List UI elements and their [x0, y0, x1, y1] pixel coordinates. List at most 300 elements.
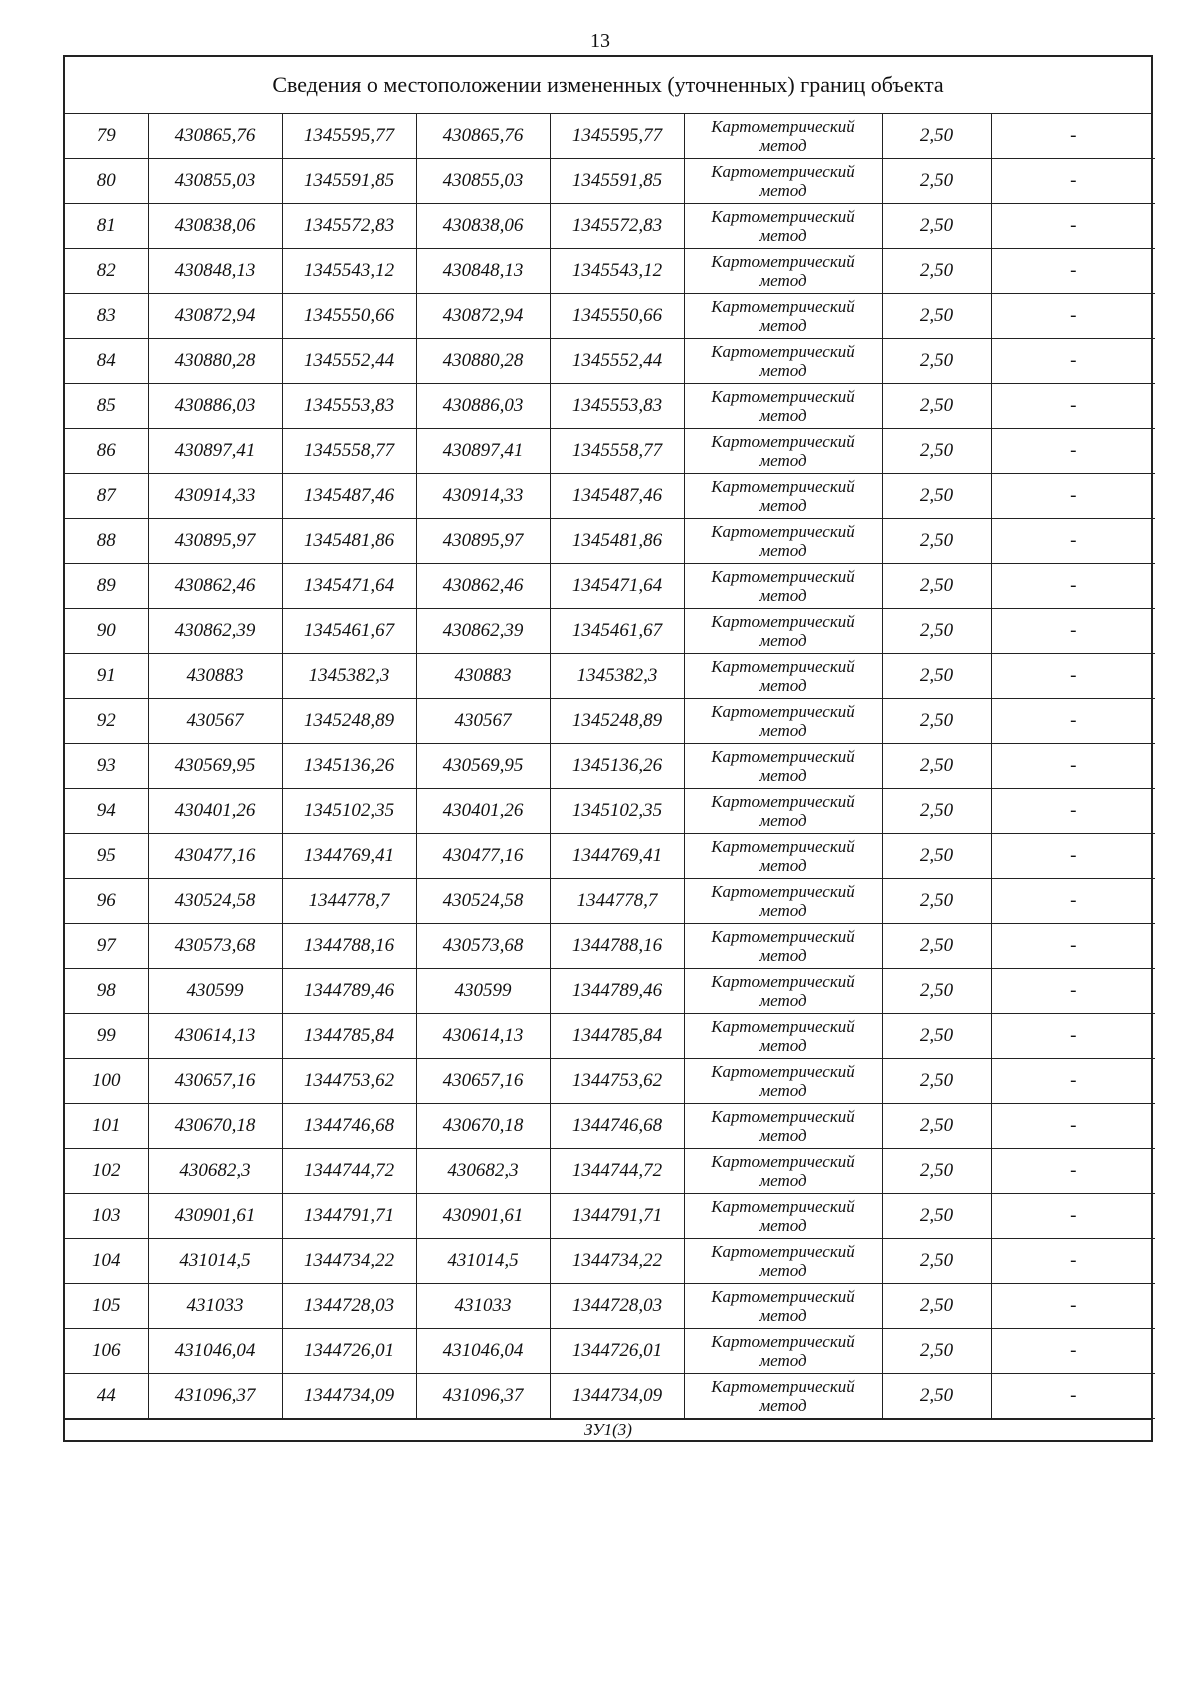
point-number-cell: 83: [65, 294, 148, 339]
existing-x-cell: 430682,3: [148, 1149, 282, 1194]
new-x-cell: 430599: [416, 969, 550, 1014]
new-y-cell: 1345248,89: [550, 699, 684, 744]
new-x-cell: 430838,06: [416, 204, 550, 249]
point-number-cell: 97: [65, 924, 148, 969]
new-x-cell: 431014,5: [416, 1239, 550, 1284]
existing-x-cell: 430862,46: [148, 564, 282, 609]
point-number-cell: 90: [65, 609, 148, 654]
table-row: [65, 429, 1155, 474]
table-row: [65, 699, 1155, 744]
accuracy-cell: 2,50: [882, 789, 991, 834]
existing-x-cell: 430848,13: [148, 249, 282, 294]
method-cell: [684, 879, 882, 924]
point-number-cell: 44: [65, 1374, 148, 1419]
accuracy-cell: 2,50: [882, 1374, 991, 1419]
point-number-cell: 106: [65, 1329, 148, 1374]
method-line-1: Картометрический: [711, 1017, 855, 1036]
point-number-cell: 105: [65, 1284, 148, 1329]
new-y-cell: 1345543,12: [550, 249, 684, 294]
new-y-cell: 1344778,7: [550, 879, 684, 924]
parcel-label: ЗУ1(3): [65, 1419, 1151, 1440]
method-line-1: Картометрический: [711, 297, 855, 316]
new-x-cell: 430401,26: [416, 789, 550, 834]
new-y-cell: 1345595,77: [550, 114, 684, 159]
table-row: [65, 969, 1155, 1014]
note-cell: -: [991, 384, 1155, 429]
note-cell: -: [991, 249, 1155, 294]
point-number-cell: 81: [65, 204, 148, 249]
method-cell: [684, 204, 882, 249]
boundary-coordinates-table: [65, 114, 1155, 1419]
point-number-cell: 88: [65, 519, 148, 564]
point-number-cell: 103: [65, 1194, 148, 1239]
note-cell: -: [991, 519, 1155, 564]
existing-x-cell: 430477,16: [148, 834, 282, 879]
method-line-2: метод: [759, 541, 807, 560]
existing-x-cell: 430567: [148, 699, 282, 744]
point-number-cell: 101: [65, 1104, 148, 1149]
method-cell: [684, 924, 882, 969]
method-line-2: метод: [759, 991, 807, 1010]
method-line-2: метод: [759, 1126, 807, 1145]
method-line-1: Картометрический: [711, 1377, 855, 1396]
new-y-cell: 1344734,22: [550, 1239, 684, 1284]
table-row: [65, 1239, 1155, 1284]
method-line-2: метод: [759, 361, 807, 380]
existing-y-cell: 1344778,7: [282, 879, 416, 924]
note-cell: -: [991, 1194, 1155, 1239]
method-line-1: Картометрический: [711, 1107, 855, 1126]
method-cell: [684, 1329, 882, 1374]
new-x-cell: 431046,04: [416, 1329, 550, 1374]
existing-x-cell: 430614,13: [148, 1014, 282, 1059]
method-cell: [684, 654, 882, 699]
existing-x-cell: 430897,41: [148, 429, 282, 474]
method-cell: [684, 519, 882, 564]
method-line-1: Картометрический: [711, 1197, 855, 1216]
existing-x-cell: 431014,5: [148, 1239, 282, 1284]
note-cell: -: [991, 1329, 1155, 1374]
method-line-2: метод: [759, 1351, 807, 1370]
note-cell: -: [991, 879, 1155, 924]
method-cell: [684, 1374, 882, 1419]
new-x-cell: 430895,97: [416, 519, 550, 564]
point-number-cell: 92: [65, 699, 148, 744]
note-cell: -: [991, 474, 1155, 519]
accuracy-cell: 2,50: [882, 429, 991, 474]
method-line-1: Картометрический: [711, 522, 855, 541]
method-cell: [684, 1104, 882, 1149]
new-y-cell: 1345487,46: [550, 474, 684, 519]
new-x-cell: 431096,37: [416, 1374, 550, 1419]
method-line-2: метод: [759, 136, 807, 155]
new-y-cell: 1345136,26: [550, 744, 684, 789]
method-line-1: Картометрический: [711, 252, 855, 271]
method-cell: [684, 969, 882, 1014]
new-y-cell: 1345461,67: [550, 609, 684, 654]
point-number-cell: 99: [65, 1014, 148, 1059]
existing-y-cell: 1344734,22: [282, 1239, 416, 1284]
accuracy-cell: 2,50: [882, 1104, 991, 1149]
existing-y-cell: 1345248,89: [282, 699, 416, 744]
point-number-cell: 89: [65, 564, 148, 609]
new-y-cell: 1344769,41: [550, 834, 684, 879]
table-row: [65, 1149, 1155, 1194]
new-x-cell: 430573,68: [416, 924, 550, 969]
existing-y-cell: 1344728,03: [282, 1284, 416, 1329]
method-line-1: Картометрический: [711, 387, 855, 406]
method-line-1: Картометрический: [711, 702, 855, 721]
existing-y-cell: 1344744,72: [282, 1149, 416, 1194]
method-line-2: метод: [759, 721, 807, 740]
method-line-1: Картометрический: [711, 927, 855, 946]
note-cell: -: [991, 114, 1155, 159]
new-x-cell: 430914,33: [416, 474, 550, 519]
method-line-1: Картометрический: [711, 657, 855, 676]
note-cell: -: [991, 699, 1155, 744]
method-line-1: Картометрический: [711, 342, 855, 361]
note-cell: -: [991, 1104, 1155, 1149]
method-line-2: метод: [759, 1216, 807, 1235]
method-line-2: метод: [759, 1306, 807, 1325]
note-cell: -: [991, 1239, 1155, 1284]
note-cell: -: [991, 1014, 1155, 1059]
table-row: [65, 339, 1155, 384]
table-row: [65, 249, 1155, 294]
note-cell: -: [991, 339, 1155, 384]
accuracy-cell: 2,50: [882, 834, 991, 879]
existing-x-cell: 430573,68: [148, 924, 282, 969]
method-line-1: Картометрический: [711, 1062, 855, 1081]
method-line-1: Картометрический: [711, 117, 855, 136]
method-line-2: метод: [759, 1396, 807, 1415]
table-row: [65, 654, 1155, 699]
new-y-cell: 1344744,72: [550, 1149, 684, 1194]
method-cell: [684, 1059, 882, 1104]
existing-y-cell: 1345102,35: [282, 789, 416, 834]
point-number-cell: 86: [65, 429, 148, 474]
existing-x-cell: 430883: [148, 654, 282, 699]
note-cell: -: [991, 1059, 1155, 1104]
new-x-cell: 430670,18: [416, 1104, 550, 1149]
existing-x-cell: 430901,61: [148, 1194, 282, 1239]
method-cell: [684, 384, 882, 429]
accuracy-cell: 2,50: [882, 699, 991, 744]
method-line-2: метод: [759, 676, 807, 695]
method-line-1: Картометрический: [711, 162, 855, 181]
point-number-cell: 102: [65, 1149, 148, 1194]
existing-y-cell: 1345471,64: [282, 564, 416, 609]
note-cell: -: [991, 294, 1155, 339]
existing-y-cell: 1345461,67: [282, 609, 416, 654]
accuracy-cell: 2,50: [882, 159, 991, 204]
new-x-cell: 430569,95: [416, 744, 550, 789]
table-row: [65, 834, 1155, 879]
method-line-2: метод: [759, 451, 807, 470]
method-line-2: метод: [759, 946, 807, 965]
method-line-1: Картометрический: [711, 972, 855, 991]
method-cell: [684, 249, 882, 294]
table-row: [65, 789, 1155, 834]
existing-x-cell: 431096,37: [148, 1374, 282, 1419]
existing-y-cell: 1345543,12: [282, 249, 416, 294]
note-cell: -: [991, 429, 1155, 474]
method-cell: [684, 1149, 882, 1194]
accuracy-cell: 2,50: [882, 744, 991, 789]
existing-y-cell: 1344746,68: [282, 1104, 416, 1149]
method-cell: [684, 1239, 882, 1284]
boundary-table-sheet: [63, 55, 1153, 1442]
new-x-cell: 430883: [416, 654, 550, 699]
method-line-2: метод: [759, 811, 807, 830]
accuracy-cell: 2,50: [882, 294, 991, 339]
point-number-cell: 91: [65, 654, 148, 699]
new-x-cell: 430477,16: [416, 834, 550, 879]
existing-x-cell: 430855,03: [148, 159, 282, 204]
new-x-cell: 431033: [416, 1284, 550, 1329]
existing-x-cell: 430872,94: [148, 294, 282, 339]
method-line-2: метод: [759, 631, 807, 650]
accuracy-cell: 2,50: [882, 654, 991, 699]
existing-x-cell: 430862,39: [148, 609, 282, 654]
new-y-cell: 1344789,46: [550, 969, 684, 1014]
table-title: Сведения о местоположении измененных (уточненных) границ объекта: [65, 57, 1151, 114]
note-cell: -: [991, 204, 1155, 249]
table-row: [65, 1194, 1155, 1239]
new-y-cell: 1345591,85: [550, 159, 684, 204]
existing-x-cell: 430865,76: [148, 114, 282, 159]
accuracy-cell: 2,50: [882, 1239, 991, 1284]
accuracy-cell: 2,50: [882, 1059, 991, 1104]
existing-y-cell: 1344789,46: [282, 969, 416, 1014]
point-number-cell: 84: [65, 339, 148, 384]
accuracy-cell: 2,50: [882, 879, 991, 924]
existing-x-cell: 431046,04: [148, 1329, 282, 1374]
method-cell: [684, 1014, 882, 1059]
new-x-cell: 430855,03: [416, 159, 550, 204]
method-line-2: метод: [759, 1036, 807, 1055]
new-y-cell: 1344791,71: [550, 1194, 684, 1239]
existing-x-cell: 430599: [148, 969, 282, 1014]
existing-x-cell: 430895,97: [148, 519, 282, 564]
method-line-1: Картометрический: [711, 747, 855, 766]
method-cell: [684, 429, 882, 474]
method-line-1: Картометрический: [711, 882, 855, 901]
method-cell: [684, 1194, 882, 1239]
method-cell: [684, 789, 882, 834]
note-cell: -: [991, 159, 1155, 204]
new-y-cell: 1345550,66: [550, 294, 684, 339]
existing-y-cell: 1344785,84: [282, 1014, 416, 1059]
point-number-cell: 87: [65, 474, 148, 519]
existing-x-cell: 430838,06: [148, 204, 282, 249]
existing-y-cell: 1344734,09: [282, 1374, 416, 1419]
existing-y-cell: 1345595,77: [282, 114, 416, 159]
table-row: [65, 744, 1155, 789]
note-cell: -: [991, 654, 1155, 699]
accuracy-cell: 2,50: [882, 114, 991, 159]
accuracy-cell: 2,50: [882, 249, 991, 294]
accuracy-cell: 2,50: [882, 384, 991, 429]
method-line-1: Картометрический: [711, 477, 855, 496]
new-x-cell: 430886,03: [416, 384, 550, 429]
accuracy-cell: 2,50: [882, 1149, 991, 1194]
new-y-cell: 1345102,35: [550, 789, 684, 834]
method-line-2: метод: [759, 496, 807, 515]
new-y-cell: 1344734,09: [550, 1374, 684, 1419]
point-number-cell: 98: [65, 969, 148, 1014]
note-cell: -: [991, 969, 1155, 1014]
point-number-cell: 93: [65, 744, 148, 789]
existing-y-cell: 1345591,85: [282, 159, 416, 204]
method-line-1: Картометрический: [711, 1287, 855, 1306]
note-cell: -: [991, 1284, 1155, 1329]
existing-y-cell: 1345553,83: [282, 384, 416, 429]
method-line-2: метод: [759, 1261, 807, 1280]
method-line-2: метод: [759, 316, 807, 335]
accuracy-cell: 2,50: [882, 1284, 991, 1329]
method-line-2: метод: [759, 766, 807, 785]
accuracy-cell: 2,50: [882, 564, 991, 609]
method-line-1: Картометрический: [711, 1332, 855, 1351]
new-y-cell: 1344728,03: [550, 1284, 684, 1329]
method-cell: [684, 114, 882, 159]
point-number-cell: 94: [65, 789, 148, 834]
method-line-1: Картометрический: [711, 612, 855, 631]
note-cell: -: [991, 834, 1155, 879]
page-number: 13: [590, 30, 610, 52]
accuracy-cell: 2,50: [882, 1329, 991, 1374]
existing-y-cell: 1345558,77: [282, 429, 416, 474]
new-x-cell: 430862,46: [416, 564, 550, 609]
note-cell: -: [991, 744, 1155, 789]
method-line-1: Картометрический: [711, 432, 855, 451]
existing-y-cell: 1345552,44: [282, 339, 416, 384]
method-line-1: Картометрический: [711, 1152, 855, 1171]
table-row: [65, 159, 1155, 204]
existing-y-cell: 1345136,26: [282, 744, 416, 789]
point-number-cell: 85: [65, 384, 148, 429]
method-line-1: Картометрический: [711, 207, 855, 226]
method-line-1: Картометрический: [711, 792, 855, 811]
method-line-2: метод: [759, 181, 807, 200]
accuracy-cell: 2,50: [882, 519, 991, 564]
method-line-2: метод: [759, 586, 807, 605]
table-row: [65, 879, 1155, 924]
new-x-cell: 430897,41: [416, 429, 550, 474]
table-row: [65, 204, 1155, 249]
method-cell: [684, 834, 882, 879]
note-cell: -: [991, 564, 1155, 609]
new-x-cell: 430862,39: [416, 609, 550, 654]
existing-y-cell: 1344726,01: [282, 1329, 416, 1374]
new-x-cell: 430880,28: [416, 339, 550, 384]
existing-y-cell: 1344753,62: [282, 1059, 416, 1104]
point-number-cell: 79: [65, 114, 148, 159]
existing-x-cell: 430569,95: [148, 744, 282, 789]
new-y-cell: 1344753,62: [550, 1059, 684, 1104]
point-number-cell: 95: [65, 834, 148, 879]
table-row: [65, 294, 1155, 339]
existing-y-cell: 1344791,71: [282, 1194, 416, 1239]
accuracy-cell: 2,50: [882, 339, 991, 384]
new-x-cell: 430682,3: [416, 1149, 550, 1194]
table-row: [65, 1329, 1155, 1374]
existing-y-cell: 1345487,46: [282, 474, 416, 519]
table-row: [65, 609, 1155, 654]
new-x-cell: 430865,76: [416, 114, 550, 159]
new-y-cell: 1344746,68: [550, 1104, 684, 1149]
existing-x-cell: 430914,33: [148, 474, 282, 519]
existing-y-cell: 1345481,86: [282, 519, 416, 564]
method-cell: [684, 339, 882, 384]
table-row: [65, 564, 1155, 609]
method-cell: [684, 609, 882, 654]
method-line-1: Картометрический: [711, 837, 855, 856]
accuracy-cell: 2,50: [882, 609, 991, 654]
method-line-2: метод: [759, 406, 807, 425]
accuracy-cell: 2,50: [882, 924, 991, 969]
note-cell: -: [991, 789, 1155, 834]
table-row: [65, 1059, 1155, 1104]
existing-x-cell: 431033: [148, 1284, 282, 1329]
method-cell: [684, 699, 882, 744]
existing-y-cell: 1344769,41: [282, 834, 416, 879]
accuracy-cell: 2,50: [882, 969, 991, 1014]
method-line-2: метод: [759, 1081, 807, 1100]
new-y-cell: 1344726,01: [550, 1329, 684, 1374]
method-cell: [684, 474, 882, 519]
new-y-cell: 1345558,77: [550, 429, 684, 474]
point-number-cell: 80: [65, 159, 148, 204]
existing-y-cell: 1345382,3: [282, 654, 416, 699]
existing-y-cell: 1345572,83: [282, 204, 416, 249]
accuracy-cell: 2,50: [882, 1194, 991, 1239]
new-x-cell: 430524,58: [416, 879, 550, 924]
method-line-2: метод: [759, 901, 807, 920]
existing-x-cell: 430524,58: [148, 879, 282, 924]
accuracy-cell: 2,50: [882, 204, 991, 249]
table-row: [65, 1014, 1155, 1059]
method-line-1: Картометрический: [711, 1242, 855, 1261]
method-line-2: метод: [759, 271, 807, 290]
accuracy-cell: 2,50: [882, 474, 991, 519]
method-cell: [684, 1284, 882, 1329]
new-y-cell: 1345553,83: [550, 384, 684, 429]
method-cell: [684, 744, 882, 789]
method-cell: [684, 294, 882, 339]
point-number-cell: 100: [65, 1059, 148, 1104]
table-body: [65, 114, 1155, 1419]
method-cell: [684, 564, 882, 609]
existing-x-cell: 430880,28: [148, 339, 282, 384]
new-y-cell: 1344788,16: [550, 924, 684, 969]
new-x-cell: 430614,13: [416, 1014, 550, 1059]
existing-y-cell: 1345550,66: [282, 294, 416, 339]
new-y-cell: 1344785,84: [550, 1014, 684, 1059]
new-x-cell: 430872,94: [416, 294, 550, 339]
table-row: [65, 519, 1155, 564]
method-line-2: метод: [759, 226, 807, 245]
accuracy-cell: 2,50: [882, 1014, 991, 1059]
method-cell: [684, 159, 882, 204]
new-y-cell: 1345382,3: [550, 654, 684, 699]
note-cell: -: [991, 1374, 1155, 1419]
new-x-cell: 430848,13: [416, 249, 550, 294]
existing-y-cell: 1344788,16: [282, 924, 416, 969]
table-row: [65, 384, 1155, 429]
method-line-1: Картометрический: [711, 567, 855, 586]
